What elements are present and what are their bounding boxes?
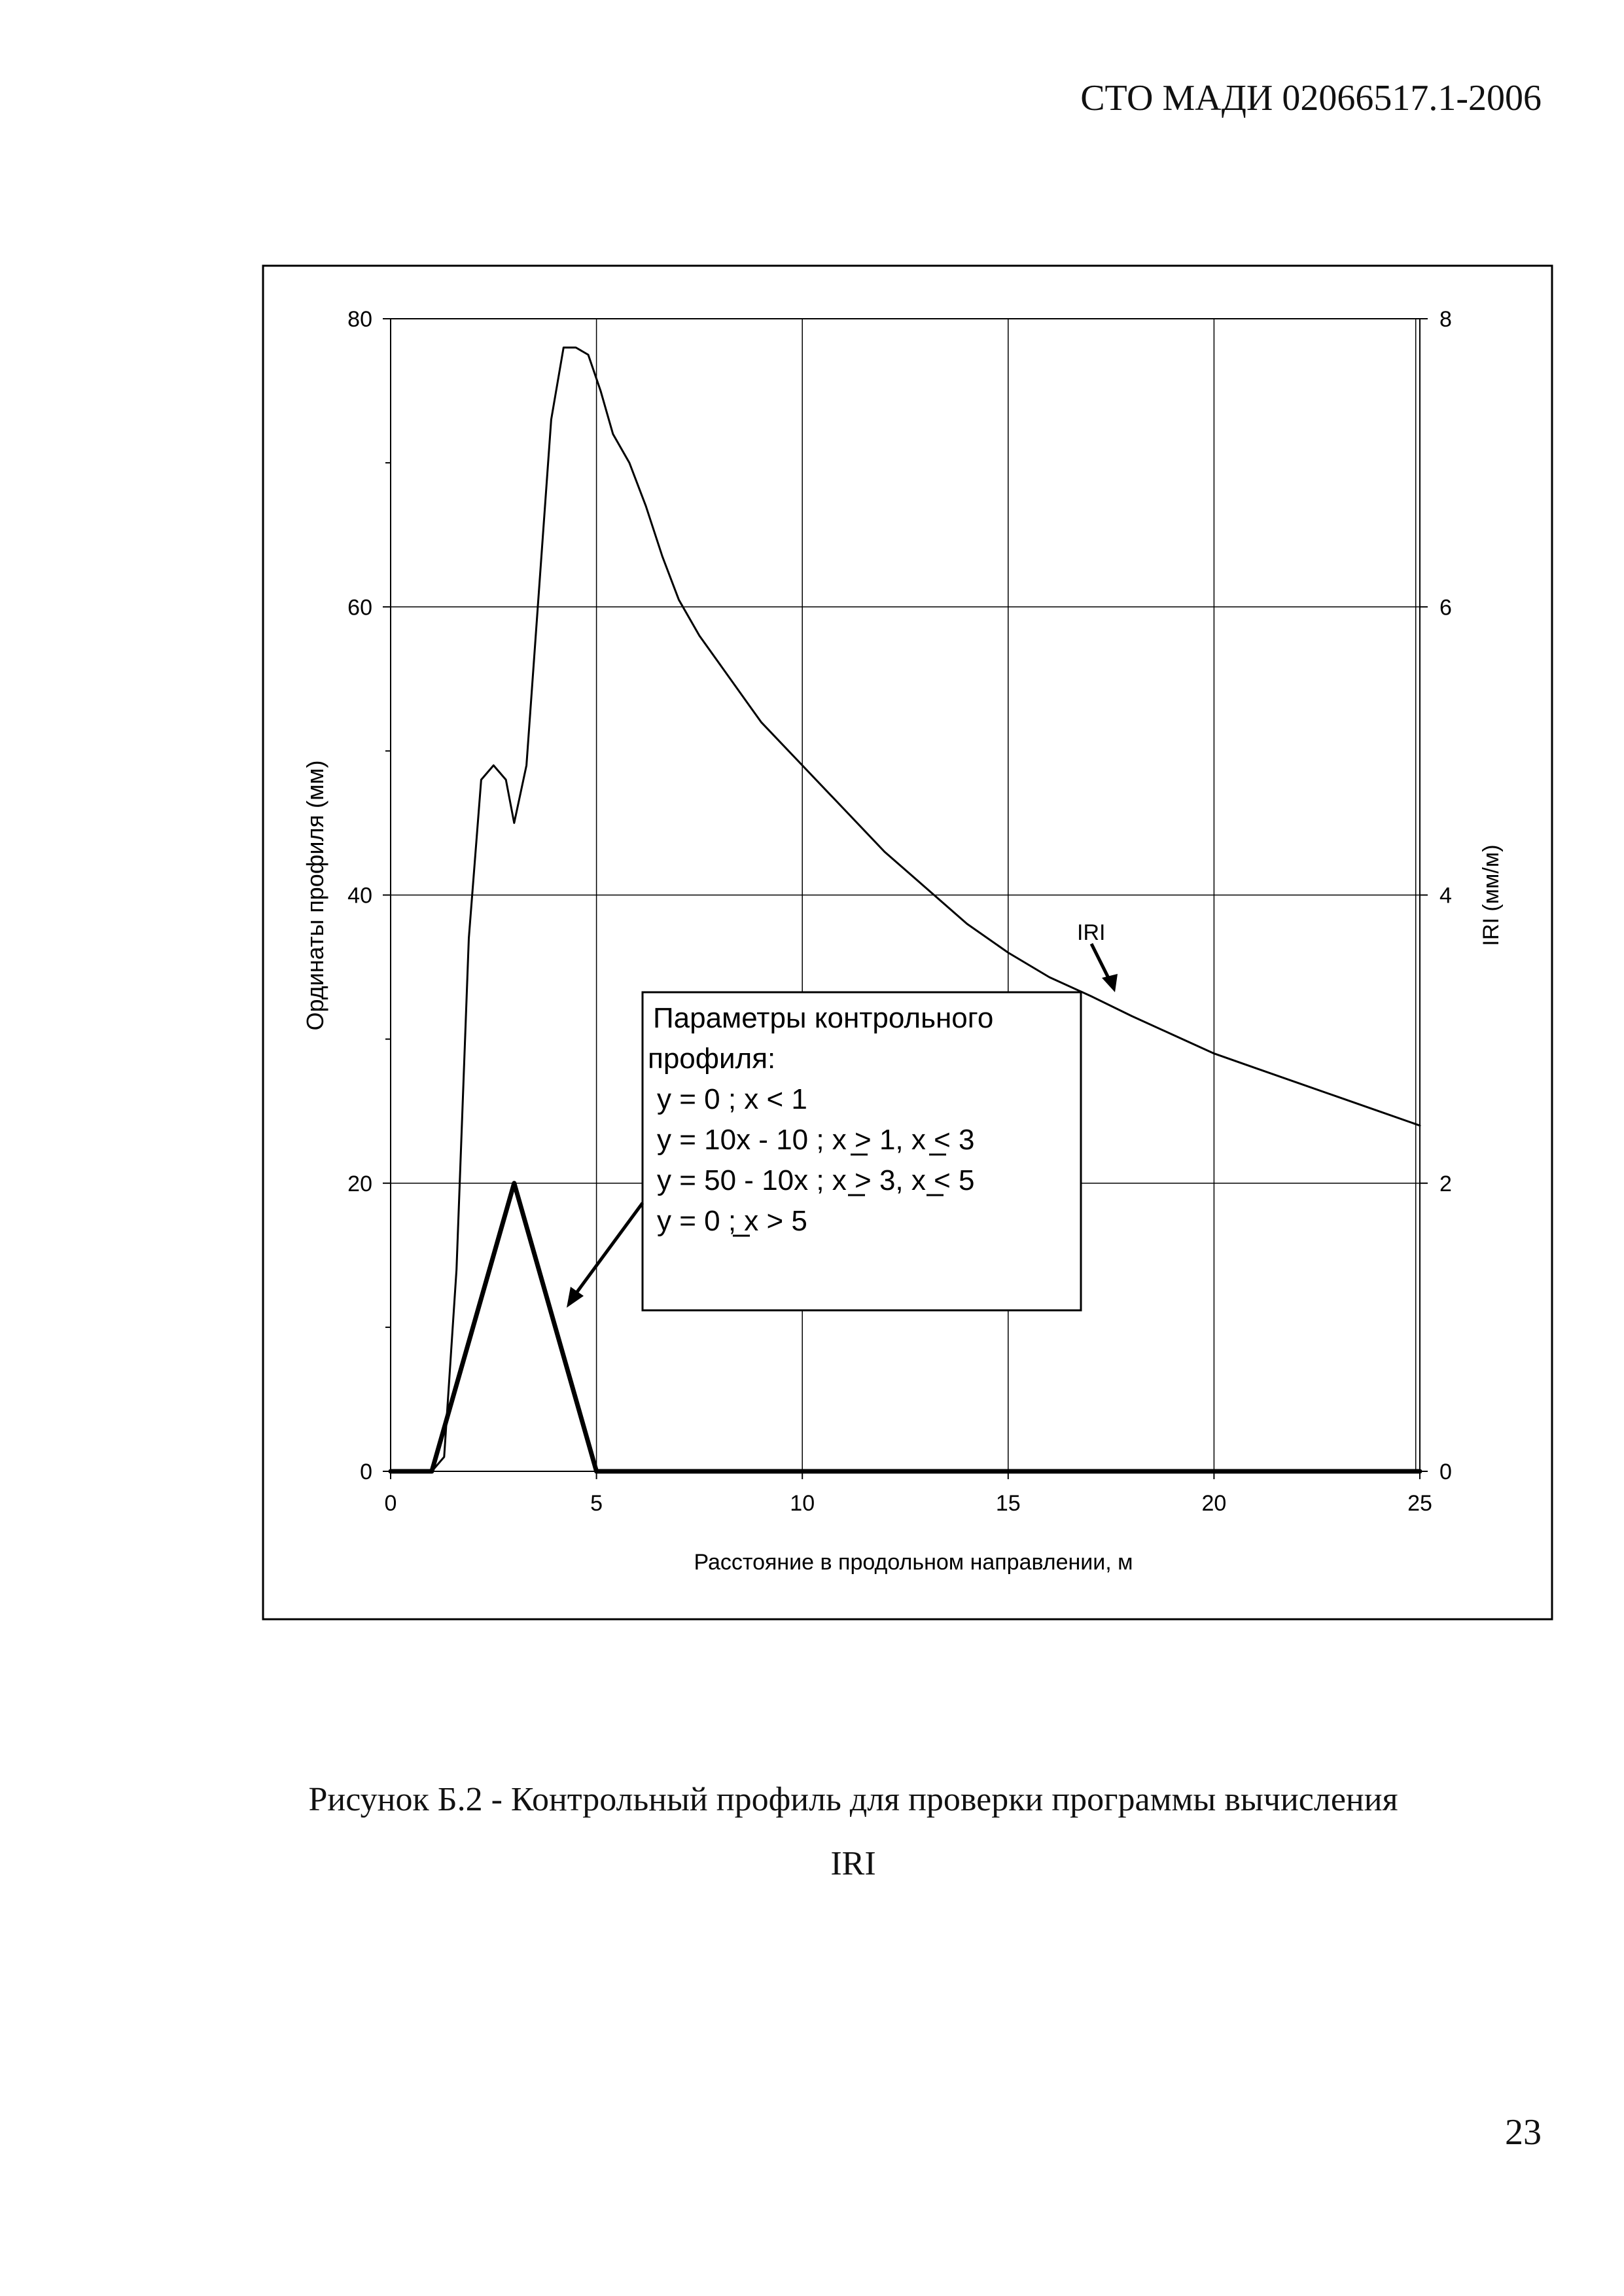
x-tick-label: 25 (1407, 1491, 1432, 1516)
y-tick-label: 40 (347, 883, 372, 908)
y-tick-label: 60 (347, 595, 372, 620)
y2-tick-label: 2 (1439, 1171, 1452, 1196)
y2-tick-label: 8 (1439, 307, 1452, 332)
iri-arrow-head (1102, 974, 1118, 992)
formula-4: y = 0 ; x > 5 (657, 1205, 807, 1237)
y-tick-label: 20 (347, 1171, 372, 1196)
page-number: 23 (1505, 2112, 1542, 2153)
y-axis-title: Ординаты профиля (мм) (302, 760, 328, 1031)
y2-tick-label: 0 (1439, 1460, 1452, 1484)
y2-tick-label: 6 (1439, 595, 1452, 620)
figure-caption-line-2: IRI (830, 1845, 876, 1882)
y-tick-label: 80 (347, 307, 372, 332)
y-tick-label: 0 (360, 1460, 372, 1484)
formula-2: y = 10x - 10 ; x > 1, x < 3 (657, 1124, 975, 1156)
x-axis-title: Расстояние в продольном направлении, м (694, 1550, 1133, 1575)
profile-arrow-shaft (573, 1203, 643, 1297)
x-tick-label: 20 (1201, 1491, 1227, 1516)
axes (347, 307, 1452, 1516)
iri-series-label: IRI (1077, 920, 1106, 945)
x-tick-label: 5 (590, 1491, 603, 1516)
box-title-line-2: профиля: (648, 1043, 776, 1075)
y2-axis-title: IRI (мм/м) (1479, 844, 1504, 946)
formula-3: y = 50 - 10x ; x > 3, x < 5 (657, 1164, 975, 1196)
x-tick-label: 15 (995, 1491, 1021, 1516)
profile-arrow-head (567, 1287, 584, 1308)
formula-1: y = 0 ; x < 1 (657, 1083, 807, 1115)
x-tick-label: 10 (790, 1491, 815, 1516)
box-title-line-1: Параметры контрольного (653, 1002, 994, 1034)
figure-caption-line-1: Рисунок Б.2 - Контрольный профиль для проверки программы вычисления (308, 1781, 1398, 1818)
document-code: СТО МАДИ 02066517.1-2006 (1080, 78, 1542, 118)
y2-tick-label: 4 (1439, 883, 1452, 908)
chart-frame (263, 266, 1552, 1619)
x-tick-label: 0 (384, 1491, 397, 1516)
